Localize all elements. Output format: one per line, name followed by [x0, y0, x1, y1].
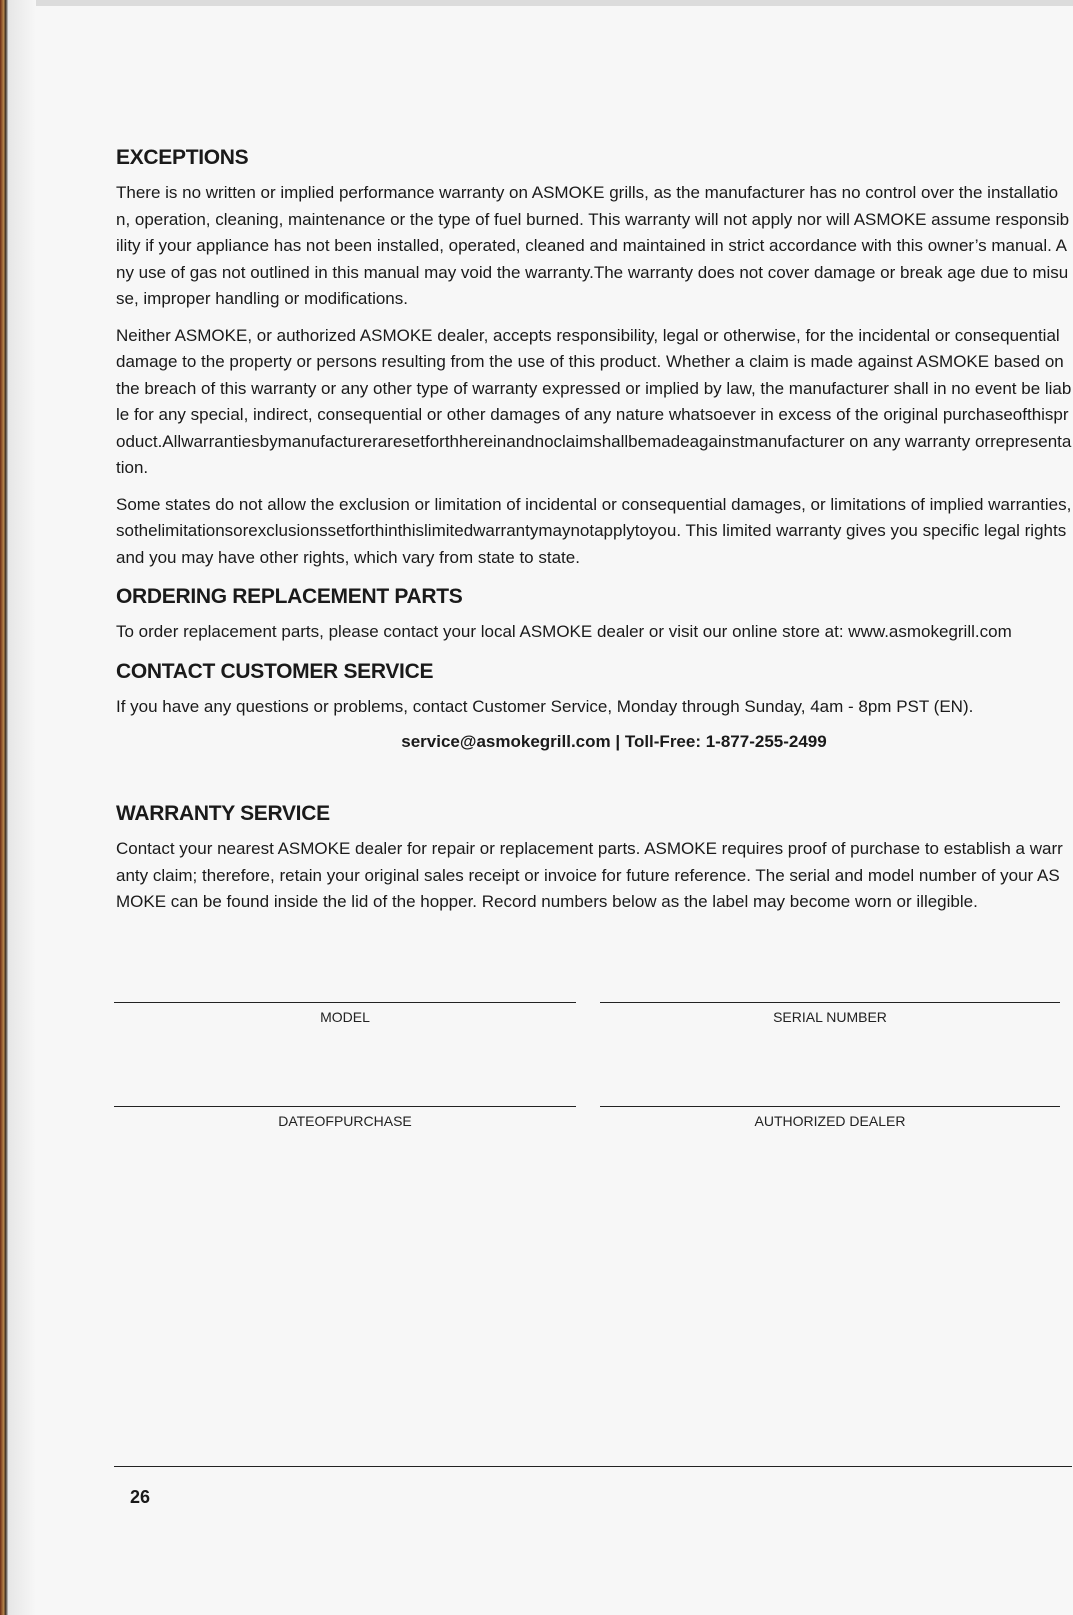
- serial-number-line: [600, 1002, 1060, 1003]
- exceptions-paragraph-2: Neither ASMOKE, or authorized ASMOKE dealer, accepts responsibility, legal or otherwise, for the incidental or consequential damage to the property or persons resulting from the use of this product. Whether a claim is made against ASMOKE based on the breach of this warranty or any other type of warranty expressed or implied by law, the manufacturer shall in no event be liable for any special, indirect, consequential or other damages of any nature whatsoever in excess of the original purchaseofthisproduct.Allwarrantiesbymanufactureraresetforthhereinandnoclaimshallbemadeagainstmanufacturer on any warranty orrepresentation.: [116, 325, 1072, 477]
- exceptions-paragraph-1: There is no written or implied performance warranty on ASMOKE grills, as the manufacturer has no control over the installation, operation, cleaning, maintenance or the type of fuel burned. This warranty will not apply nor will ASMOKE assume responsibility if your appliance has not been installed, operated, cleaned and maintained in strict accordance with this owner’s manual. Any use of gas not outlined in this manual may void the warranty.The warranty does not cover damage or break age due to misuse, improper handling or modifications.: [116, 183, 1070, 308]
- date-of-purchase-line: [114, 1106, 576, 1107]
- page-binding-edge: [0, 0, 8, 1615]
- exceptions-heading: EXCEPTIONS: [116, 146, 249, 169]
- authorized-dealer-field[interactable]: [600, 1106, 1060, 1129]
- warranty-text: Contact your nearest ASMOKE dealer for repair or replacement parts. ASMOKE requires proof of purchase to establish a warranty claim; therefore, retain your original sales receipt or invoice for future reference. The serial and model number of your ASMOKE can be found inside the lid of the hopper. Record numbers below as the label may become worn or illegible.: [116, 839, 1063, 911]
- serial-number-label: SERIAL NUMBER: [773, 1009, 887, 1025]
- authorized-dealer-label: AUTHORIZED DEALER: [754, 1113, 906, 1129]
- model-line: [114, 1002, 576, 1003]
- ordering-section: [116, 585, 1072, 646]
- serial-number-field[interactable]: [600, 1002, 1060, 1025]
- model-field[interactable]: [114, 1002, 576, 1025]
- footer-divider: [114, 1466, 1072, 1467]
- model-label: MODEL: [320, 1009, 370, 1025]
- authorized-dealer-line: [600, 1106, 1060, 1107]
- ordering-text: To order replacement parts, please contact your local ASMOKE dealer or visit our online store at: www.asmokegrill.com: [116, 622, 1012, 641]
- ordering-heading: ORDERING REPLACEMENT PARTS: [116, 585, 463, 608]
- contact-section: [116, 660, 1072, 753]
- date-of-purchase-field[interactable]: [114, 1106, 576, 1129]
- contact-heading: CONTACT CUSTOMER SERVICE: [116, 659, 434, 683]
- contact-text: If you have any questions or problems, contact Customer Service, Monday through Sunday, 4am - 8pm PST (EN).: [116, 696, 974, 716]
- page-gutter-shadow: [8, 0, 36, 1615]
- exceptions-paragraph-3: Some states do not allow the exclusion or limitation of incidental or consequential damages, or limitations of implied warranties, sothelimitationsorexclusionssetforthinthislimitedwarrantymaynotapplytoyou. This limited warranty gives you specific legal rights and you may have other rights, which vary from state to state.: [116, 494, 1072, 567]
- record-row-1: [114, 1002, 1060, 1025]
- record-row-2: [114, 1106, 1060, 1129]
- document-body: [116, 140, 1072, 926]
- scan-top-edge: [36, 0, 1073, 6]
- exceptions-section: [116, 146, 1072, 571]
- contact-info-line: service@asmokegrill.com | Toll-Free: 1-877-255-2499: [401, 732, 827, 751]
- warranty-heading: WARRANTY SERVICE: [116, 802, 330, 825]
- page-number: 26: [130, 1487, 151, 1507]
- date-of-purchase-label: DATEOFPURCHASE: [278, 1113, 412, 1129]
- warranty-section: [116, 802, 1072, 916]
